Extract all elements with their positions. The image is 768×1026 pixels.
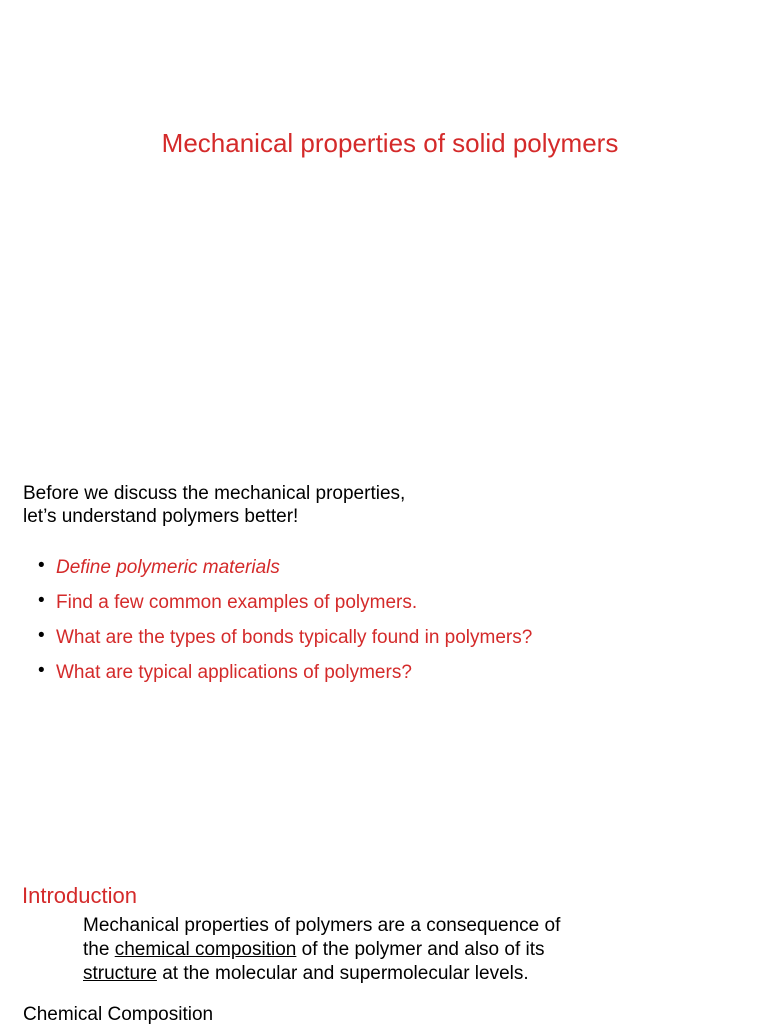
introduction-paragraph (83, 914, 643, 986)
section-heading-chemical-composition: Chemical Composition (23, 1004, 214, 1025)
paragraph-text: of the polymer and also of its (296, 939, 545, 960)
paragraph-text: Mechanical properties of polymers are a consequence of (83, 915, 561, 936)
intro-line: let’s understand polymers better! (23, 506, 299, 527)
bullet-icon: • (38, 660, 45, 681)
list-item-text: Find a few common examples of polymers. (56, 592, 418, 613)
structure-link[interactable]: structure (83, 963, 157, 984)
page-title: Mechanical properties of solid polymers (161, 128, 619, 158)
list-item-text: Define polymeric materials (56, 557, 280, 578)
bullet-icon: • (38, 590, 45, 611)
intro-text (23, 482, 405, 528)
bullet-icon: • (38, 625, 45, 646)
list-item-text: What are the types of bonds typically found in polymers? (56, 627, 533, 648)
paragraph-text: the (83, 939, 115, 960)
paragraph-text: at the molecular and supermolecular levels. (156, 963, 529, 984)
intro-line: Before we discuss the mechanical properties, (23, 483, 406, 504)
chemical-composition-link[interactable]: chemical composition (114, 939, 297, 960)
paragraph-line (83, 962, 643, 986)
paragraph-line (83, 914, 643, 938)
section-heading-introduction: Introduction (22, 883, 137, 908)
paragraph-line (83, 938, 643, 962)
bullet-icon: • (38, 555, 45, 576)
list-item-text: What are typical applications of polymers? (56, 662, 412, 683)
